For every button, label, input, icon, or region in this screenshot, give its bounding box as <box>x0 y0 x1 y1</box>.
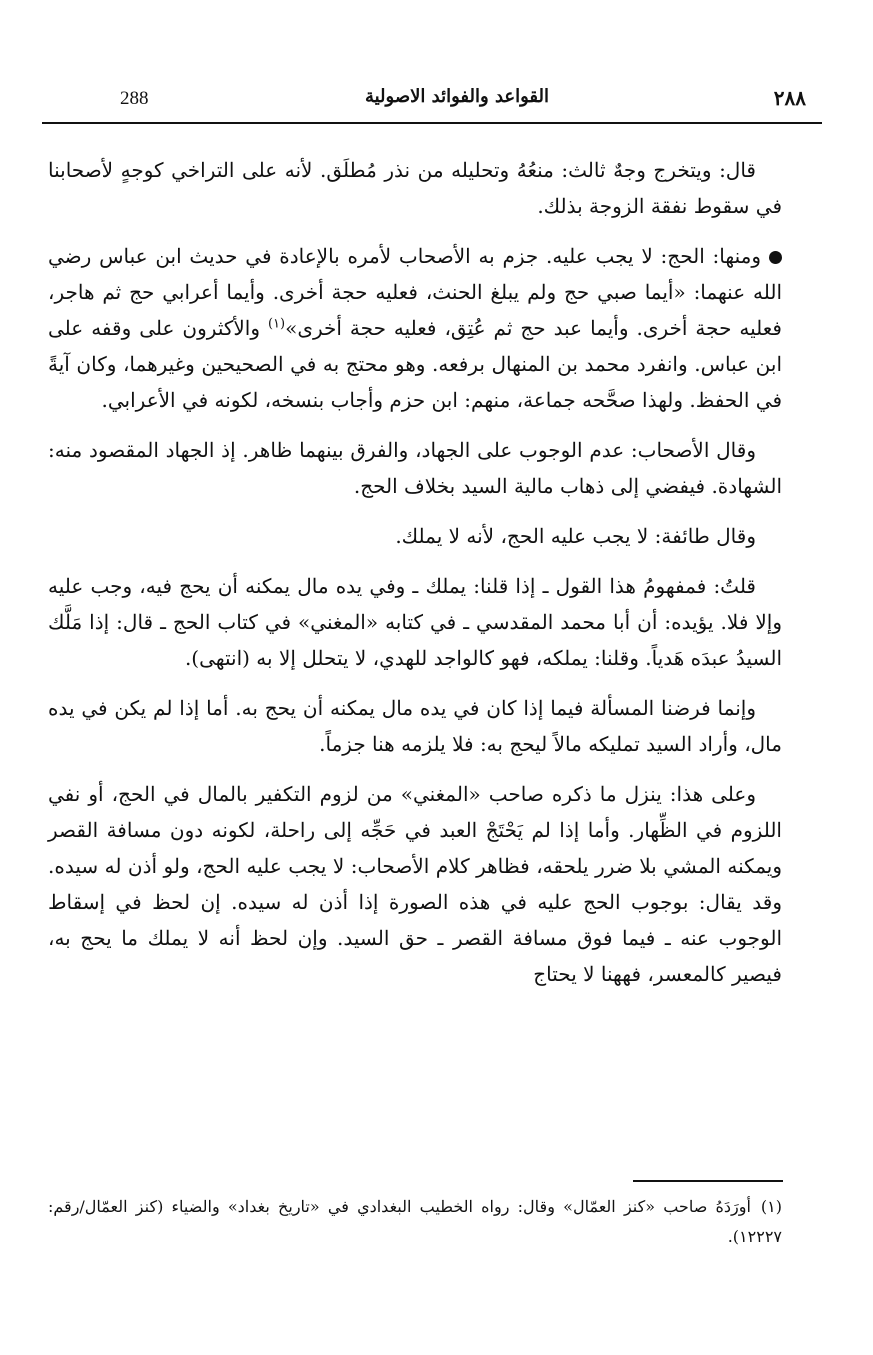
footnote-number: (١) <box>760 1197 782 1216</box>
footnote-reference: (١) <box>267 316 286 332</box>
page-header <box>42 78 822 122</box>
footnote <box>48 1192 782 1252</box>
page-number-arabic: ٢٨٨ <box>773 86 806 110</box>
main-text <box>48 152 782 1006</box>
paragraph-3: وقال الأصحاب: عدم الوجوب على الجهاد، والفرق بينهما ظاهر. إذ الجهاد المقصود منه: الشهادة. فيفضي إلى ذهاب مالية السيد بخلاف الحج. <box>48 438 782 498</box>
paragraph-6: وإنما فرضنا المسألة فيما إذا كان في يده مال يمكنه أن يحج به. أما إذا لم يكن في يده مال، وأراد السيد تمليكه مالاً ليحج به: فلا يلزمه هنا جزماً. <box>48 696 782 756</box>
paragraph-2-part-2: والأكثرون على وقفه على ابن عباس. وانفرد محمد بن المنهال برفعه. وهو محتج به في الصحيحين وغيرهما، وكان آيةً في الحفظ. ولهذا صحَّحه جماعة، منهم: ابن حزم وأجاب بنسخه، لكونه في الأعرابي. <box>48 316 782 412</box>
paragraph-1: قال: ويتخرج وجهٌ ثالث: منعُهُ وتحليله من نذر مُطلَق. لأنه على التراخي كوجهٍ لأصحابنا في سقوط نفقة الزوجة بذلك. <box>48 158 782 218</box>
header-rule <box>42 122 822 124</box>
paragraph-2-part-1: ومنها: الحج: لا يجب عليه. جزم به الأصحاب لأمره بالإعادة في حديث ابن عباس رضي الله عنهما: «أيما صبي حج ولم يبلغ الحنث، فعليه حجة أخرى. وأيما أعرابي حج ثم هاجر، فعليه حجة أخرى. وأيما عبد حج ثم عُتِق، فعليه حجة أخرى» <box>48 244 782 340</box>
footnote-rule <box>633 1180 783 1182</box>
paragraph-5: قلتُ: فمفهومُ هذا القول ـ إذا قلنا: يملك ـ وفي يده مال يمكنه أن يحج فيه، وجب عليه وإلا فلا. يؤيده: أن أبا محمد المقدسي ـ في كتابه «المغني» في كتاب الحج ـ قال: إذا مَلَّك السيدُ عبدَه هَدياً. وقلنا: يملكه، فهو كالواجد للهدي، لا يتحلل إلا به (انتهى). <box>48 574 782 670</box>
page-number-latin: 288 <box>120 88 149 109</box>
paragraph-4: وقال طائفة: لا يجب عليه الحج، لأنه لا يملك. <box>395 524 756 548</box>
footnote-text: أورَدَهُ صاحب «كنز العمّال» وقال: رواه الخطيب البغدادي في «تاريخ بغداد» والضياء (كنز العمّال/رقم: ١٢٢٢٧). <box>48 1197 782 1246</box>
bullet-icon <box>769 251 782 264</box>
paragraph-2 <box>48 238 782 418</box>
running-title: القواعد والفوائد الاصولية <box>364 86 550 107</box>
paragraph-7: وعلى هذا: ينزل ما ذكره صاحب «المغني» من لزوم التكفير بالمال في الحج، أو نفي اللزوم في الظِّهار. وأما إذا لم يَحْتَجْ العبد في حَجِّه إلى راحلة، لكونه دون مسافة القصر ويمكنه المشي بلا ضرر يلحقه، فظاهر كلام الأصحاب: لا يجب عليه الحج، ولو أذن له سيده. وقد يقال: بوجوب الحج عليه في هذه الصورة إذا أذن له سيده. إن لحظ في إسقاط الوجوب عنه ـ فيما فوق مسافة القصر ـ حق السيد. وإن لحظ أنه لا يملك ما يحج به، فيصير كالمعسر، فههنا لا يحتاج <box>48 782 783 986</box>
